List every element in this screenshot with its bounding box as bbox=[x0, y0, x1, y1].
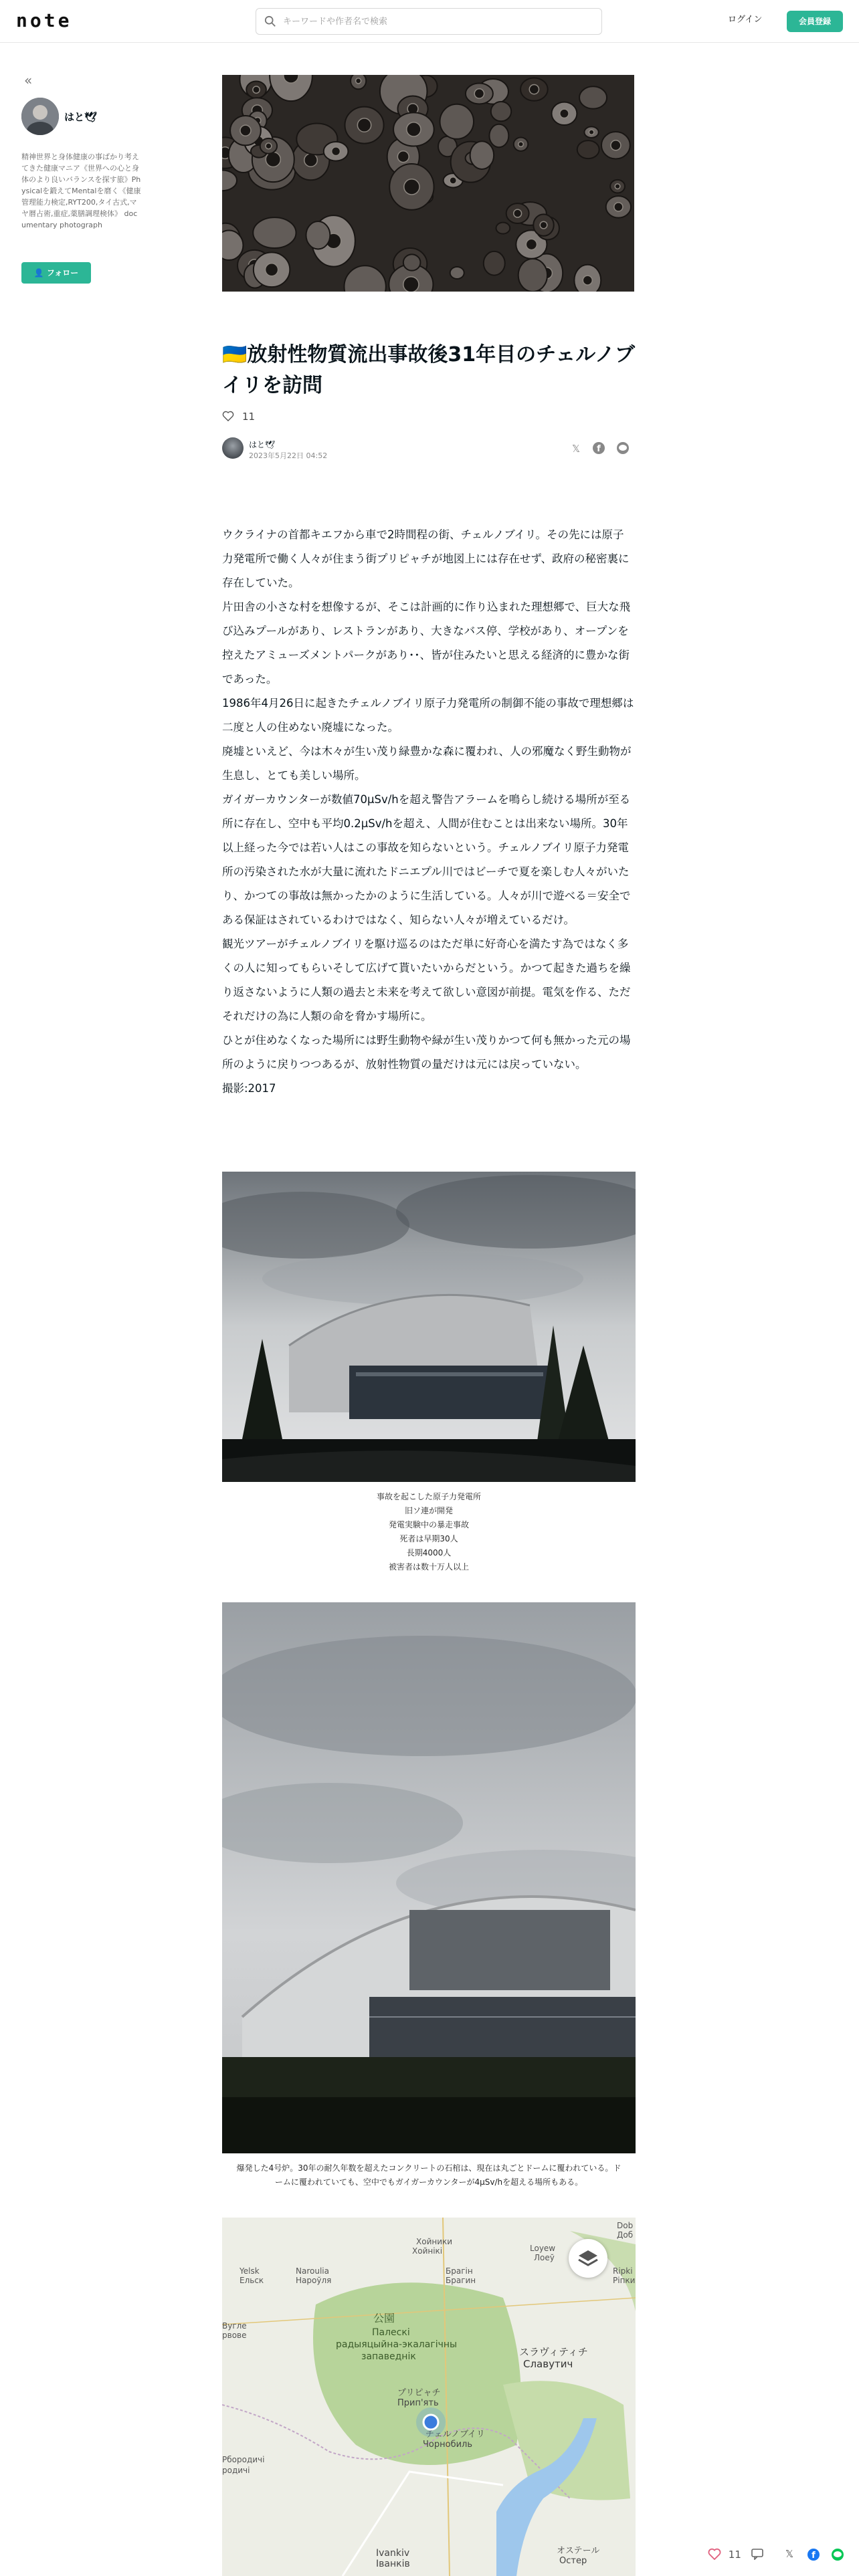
map-label: Лоеў bbox=[534, 2253, 555, 2262]
facebook-share-icon[interactable] bbox=[591, 441, 606, 456]
map-label: Нароўля bbox=[296, 2276, 332, 2285]
layers-icon[interactable] bbox=[569, 2239, 607, 2278]
photo-caption-2 bbox=[222, 2161, 636, 2189]
site-header bbox=[0, 0, 859, 43]
avatar[interactable] bbox=[21, 98, 59, 135]
map-label: Хойники bbox=[416, 2237, 453, 2246]
map-label: Ivankiv bbox=[376, 2548, 410, 2559]
creator-bio: 精神世界と身体健康の事ばかり考えてきた健康マニア《世界への心と身体のより良いバランスを探す旅》Physicalを鍛えてMentalを磨く《健康管理能力検定,RYT200,タイ古式,マヤ暦占術,重症,薬膳調理検体》 documentary photograph bbox=[21, 152, 141, 229]
map-label: プリピャチ bbox=[397, 2388, 441, 2398]
paragraph: 撮影:2017 bbox=[222, 1082, 276, 1095]
login-link[interactable]: ログイン bbox=[728, 15, 763, 25]
caption-line: 発電実験中の暴走事故 bbox=[388, 1520, 469, 1529]
search-box[interactable] bbox=[256, 8, 602, 35]
creator-name[interactable]: はと🕊 bbox=[64, 111, 98, 123]
bottom-like-button[interactable] bbox=[708, 2548, 741, 2565]
caption-line: 爆発した4号炉。30年の耐久年数を超えたコンクリートの石棺は、現在は丸ごとドームに覆われている。ドームに覆われていても、空中でもガイガーカウンターが4μSv/hを超える場所もある。 bbox=[236, 2163, 622, 2187]
line-share-icon[interactable] bbox=[615, 441, 630, 456]
map-label: Іванків bbox=[376, 2559, 410, 2569]
paragraph: ひとが住めなくなった場所には野生動物や緑が生い茂りかつて何も無かった元の場所のように戻りつつあるが、放射性物質の量だけは元には戻っていない。 bbox=[222, 1034, 631, 1071]
reactor-photo-2[interactable] bbox=[222, 1602, 636, 2153]
map-label: Dob bbox=[617, 2221, 634, 2230]
x-share-icon[interactable]: 𝕏 bbox=[571, 443, 581, 455]
map-label: Хойнікі bbox=[412, 2246, 443, 2256]
map-label: Брагін bbox=[446, 2266, 473, 2276]
reactor-photo-1[interactable] bbox=[222, 1172, 636, 1482]
map-label: チェルノブイリ bbox=[425, 2430, 485, 2440]
double-chevron-left-icon[interactable]: « bbox=[24, 72, 33, 88]
search-icon bbox=[264, 15, 276, 27]
map-label: Yelsk bbox=[240, 2266, 260, 2276]
author-name[interactable]: はと🕊 bbox=[249, 440, 276, 449]
map-label: Остер bbox=[559, 2556, 587, 2566]
author-avatar[interactable] bbox=[222, 437, 244, 459]
avatar-photo bbox=[21, 98, 59, 135]
photo-caption-1 bbox=[222, 1490, 636, 1574]
facebook-icon[interactable] bbox=[807, 2548, 820, 2565]
map-label: Рбородичі bbox=[222, 2455, 265, 2464]
map-label: Ripki bbox=[613, 2266, 633, 2276]
map-label: рвове bbox=[222, 2331, 247, 2340]
map-label: Прип'ять bbox=[397, 2398, 439, 2408]
paragraph: 廃墟といえど、今は木々が生い茂り緑豊かな森に覆われ、人の邪魔なく野生動物が生息し、とても美しい場所。 bbox=[222, 745, 632, 782]
hero-image bbox=[222, 75, 634, 292]
map-label: Loyew bbox=[530, 2244, 556, 2253]
follow-button[interactable] bbox=[21, 262, 91, 284]
follow-label: フォロー bbox=[46, 268, 79, 278]
like-counter[interactable] bbox=[222, 411, 255, 423]
caption-line: 事故を起こした原子力発電所 bbox=[376, 1492, 481, 1501]
publish-date: 2023年5月22日 04:52 bbox=[249, 451, 328, 460]
map-label: запаведнік bbox=[361, 2351, 416, 2362]
caption-line: 旧ソ連が開発 bbox=[404, 1506, 453, 1515]
article-title: 🇺🇦放射性物質流出事故後31年目のチェルノブイリを訪問 bbox=[222, 343, 636, 397]
paragraph: 観光ツアーがチェルノブイリを駆け巡るのはただ単に好奇心を満たす為ではなく多くの人に知ってもらいそして広げて貰いたいからだという。かつて起きた過ちを繰り返さないように人類の過去と未来を考えて欲しい意図が前提。電気を作る、ただそれだけの為に人類の命を脅かす場所に。 bbox=[222, 938, 631, 1023]
map-label: родичі bbox=[222, 2466, 250, 2475]
heart-icon bbox=[708, 2548, 721, 2560]
map-label: Чорнобиль bbox=[423, 2440, 473, 2450]
map-label: Славутич bbox=[523, 2358, 573, 2370]
paragraph: 片田舎の小さな村を想像するが、そこは計画的に作り込まれた理想郷で、巨大な飛び込みプールがあり、レストランがあり、大きなバス停、学校があり、オープンを控えたアミューズメントパークがあり･･、皆が住みたいと思える経済的に豊かな街であった。 bbox=[222, 601, 631, 685]
svg-text:f: f bbox=[812, 2551, 816, 2561]
paragraph: ウクライナの首都キエフから車で2時間程の街、チェルノブイリ。その先には原子力発電所で働く人々が住まう街プリピャチが地図上には存在せず、政府の秘密裏に存在していた。 bbox=[222, 528, 630, 589]
heart-icon bbox=[222, 411, 234, 421]
map-label: 公園 bbox=[373, 2312, 395, 2325]
article-body bbox=[222, 523, 634, 1101]
search-input[interactable] bbox=[283, 9, 591, 34]
caption-line: 被害者は数十万人以上 bbox=[388, 1562, 469, 1572]
line-icon[interactable] bbox=[831, 2548, 844, 2565]
paragraph: ガイガーカウンターが数値70μSv/hを超え警告アラームを鳴らし続ける場所が至る所に存在し、空中も平均0.2μSv/hを超え、人間が住むことは出来ない場所。30年以上経った今では若い人はこの事故を知らないという。チェルノブイリ原子力発電所の汚染された水が大量に流れたドニエプル川ではビーチで夏を楽しむ人々がいたり、かつての事故は無かったかのように生活している。人々が川で遊べる＝安全である保証はされているわけではなく、知らない人々が増えているだけ。 bbox=[222, 793, 631, 926]
location-map[interactable] bbox=[222, 2218, 636, 2576]
comment-icon[interactable] bbox=[751, 2548, 764, 2565]
map-label: Naroulia bbox=[296, 2266, 329, 2276]
map-label: Доб bbox=[617, 2230, 634, 2240]
map-label: Вугле bbox=[222, 2321, 247, 2331]
x-icon[interactable]: 𝕏 bbox=[785, 2548, 794, 2560]
map-label: Ельск bbox=[240, 2276, 264, 2285]
map-label: радыяцыйна-экалагічны bbox=[336, 2339, 458, 2350]
paragraph: 1986年4月26日に起きたチェルノブイリ原子力発電所の制御不能の事故で理想郷は二度と人の住めない廃墟になった。 bbox=[222, 697, 634, 734]
map-label: スラヴィティチ bbox=[519, 2346, 588, 2358]
note-logo[interactable]: note bbox=[16, 9, 72, 31]
svg-text:f: f bbox=[597, 444, 601, 454]
map-label: Палескі bbox=[372, 2327, 410, 2338]
user-plus-icon: 👤 bbox=[33, 268, 44, 278]
like-count: 11 bbox=[728, 2549, 741, 2561]
signup-button[interactable]: 会員登録 bbox=[787, 11, 843, 32]
map-label: Рiпки bbox=[613, 2276, 636, 2285]
caption-line: 長期4000人 bbox=[406, 1548, 452, 1558]
caption-line: 死者は早期30人 bbox=[399, 1534, 458, 1543]
location-pin-icon[interactable] bbox=[416, 2407, 446, 2437]
like-count: 11 bbox=[242, 411, 256, 423]
map-label: Брагин bbox=[446, 2276, 476, 2285]
map-label: オステール bbox=[557, 2546, 600, 2556]
